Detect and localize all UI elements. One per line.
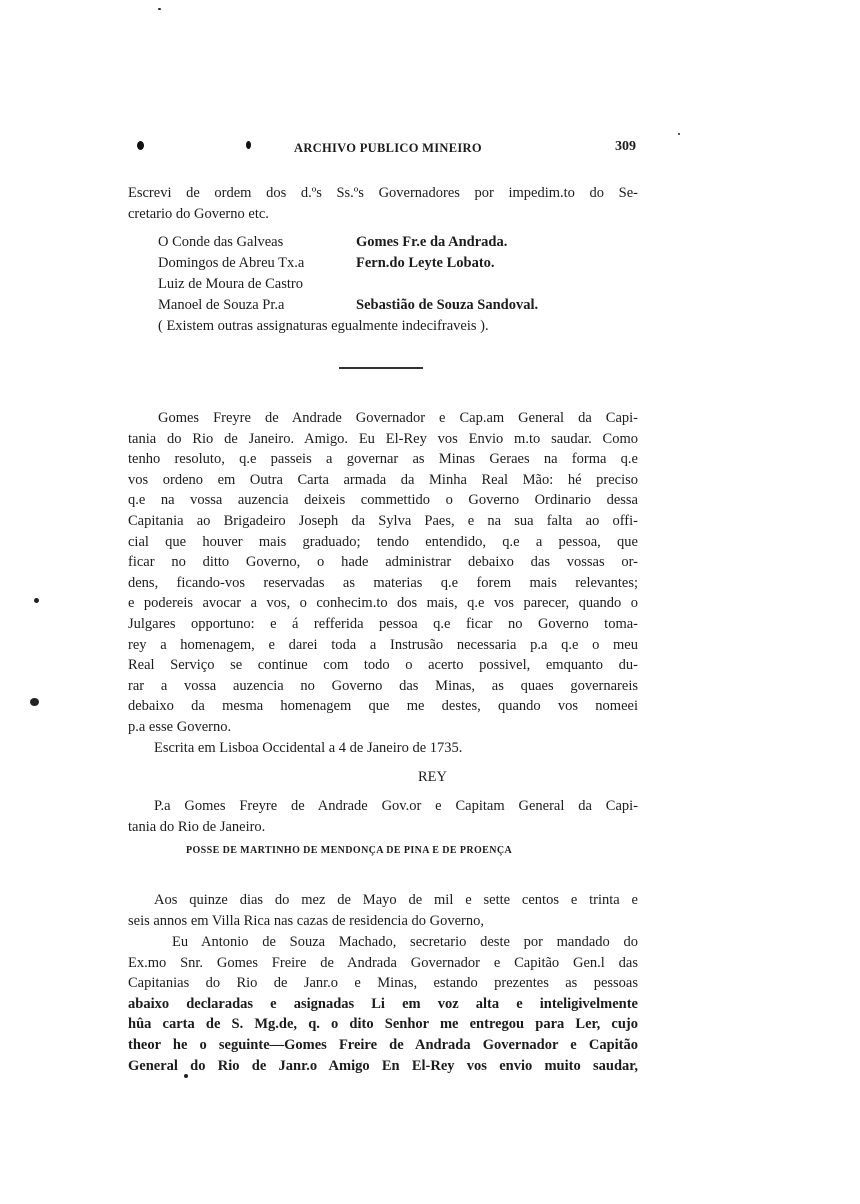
letter-date-line: Escrita em Lisboa Occidental a 4 de Janeiro de 1735. — [154, 739, 463, 756]
signatory-right: Gomes Fr.e da Andrada. — [356, 234, 508, 250]
signature-row — [158, 255, 598, 276]
text-line: ficar no ditto Governo, o hade administrar debaixo das vossas or- — [128, 554, 638, 571]
letter-address — [128, 796, 638, 837]
text-line: tania do Rio de Janeiro. Amigo. Eu El-Rey vos Envio m.to saudar. Como — [128, 430, 638, 447]
text-line: cial que houver mais graduado; tendo entendido, q.e a pessoa, que — [128, 533, 638, 550]
signatory-right: Sebastião de Souza Sandoval. — [356, 297, 539, 313]
section-heading: POSSE DE MARTINHO DE MENDONÇA DE PINA E DE PROENÇA — [186, 845, 513, 856]
text-line: abaixo declaradas e asignadas Li em voz alta e inteligivelmente — [128, 995, 638, 1012]
header-ornament-left — [137, 141, 144, 150]
text-line: Real Serviço se continue com todo o acerto possivel, emquanto du- — [128, 657, 638, 674]
text-line: Julgares opportuno: e á refferida pessoa q.e ficar no Governo toma- — [128, 615, 638, 632]
text-line: Escrevi de ordem dos d.ºs Ss.ºs Governadores por impedim.to do Se- — [128, 185, 638, 201]
text-line: seis annos em Villa Rica nas cazas de residencia do Governo, — [128, 912, 485, 929]
signatory-left: O Conde das Galveas — [158, 234, 284, 250]
text-line: vos ordeno em Outra Carta armada da Minha Real Mão: hé preciso — [128, 471, 638, 488]
letter-body — [128, 408, 638, 758]
signature-block — [158, 234, 598, 334]
text-line: e podereis avocar a vos, o conhecim.to dos mais, q.e vos parecer, quando o — [128, 595, 638, 612]
running-header — [128, 137, 648, 165]
text-line: cretario do Governo etc. — [128, 205, 269, 222]
text-line: q.e na vossa auzencia deixeis commettido o Governo Ordinario dessa — [128, 492, 638, 509]
text-line: p.a esse Governo. — [128, 718, 232, 735]
page-number: 309 — [615, 139, 636, 154]
signatory-right: Fern.do Leyte Lobato. — [356, 255, 495, 271]
signature-note: ( Existem outras assignaturas egualmente indecifraveis ). — [158, 318, 489, 334]
text-line: rey a homenagem, e darei toda a Instrusão necessaria p.a q.e o meu — [128, 636, 638, 653]
text-line: Capitanias do Rio de Janr.o e Minas, estando prezentes as pessoas — [128, 975, 638, 992]
scan-speck — [678, 133, 680, 135]
text-line: hûa carta de S. Mg.de, q. o dito Senhor me entregou para Ler, cujo — [128, 1016, 638, 1033]
scan-speck — [34, 598, 39, 603]
signatory-left: Domingos de Abreu Tx.a — [158, 255, 305, 271]
royal-signature: REY — [418, 769, 447, 785]
text-line: tenho resoluto, q.e passeis a governar as Minas Geraes na forma q.e — [128, 451, 638, 468]
text-line: General do Rio de Janr.o Amigo En El-Rey vos envio muito saudar, — [128, 1057, 638, 1074]
posse-paragraph-2 — [128, 932, 638, 1076]
text-line: theor he o seguinte—Gomes Freire de Andrada Governador e Capitão — [128, 1036, 638, 1053]
scan-speck — [158, 8, 161, 10]
text-line: Capitania ao Brigadeiro Joseph da Sylva Paes, e na sua falta ao offi- — [128, 512, 638, 529]
text-line: Aos quinze dias do mez de Mayo de mil e sette centos e trinta e — [154, 892, 638, 908]
header-ornament-middle — [246, 141, 251, 149]
text-line: P.a Gomes Freyre de Andrade Gov.or e Capitam General da Capi- — [154, 798, 638, 814]
posse-paragraph-1 — [128, 890, 638, 931]
text-line: debaixo da mesma homenagem que me destes, quando vos nomeei — [128, 698, 638, 715]
text-line: Ex.mo Snr. Gomes Freire de Andrada Governador e Capitão Gen.l das — [128, 954, 638, 971]
signatory-left: Luiz de Moura de Castro — [158, 276, 303, 292]
text-line: Gomes Freyre de Andrade Governador e Cap.am General da Capi- — [158, 410, 638, 426]
signature-row — [158, 234, 598, 255]
intro-paragraph — [128, 183, 638, 224]
signatory-left: Manoel de Souza Pr.a — [158, 297, 285, 313]
archive-title: ARCHIVO PUBLICO MINEIRO — [294, 141, 482, 155]
text-line: rar a vossa auzencia no Governo das Minas, as quaes governareis — [128, 677, 638, 694]
text-line: Eu Antonio de Souza Machado, secretario deste por mandado do — [172, 934, 638, 950]
section-divider — [339, 367, 423, 369]
text-line: tania do Rio de Janeiro. — [128, 818, 266, 835]
scan-speck — [30, 698, 39, 706]
scan-speck — [184, 1074, 188, 1078]
signature-row — [158, 297, 598, 318]
signature-row — [158, 276, 598, 297]
text-line: dens, ficando-vos reservadas as materias q.e forem mais relevantes; — [128, 574, 638, 591]
